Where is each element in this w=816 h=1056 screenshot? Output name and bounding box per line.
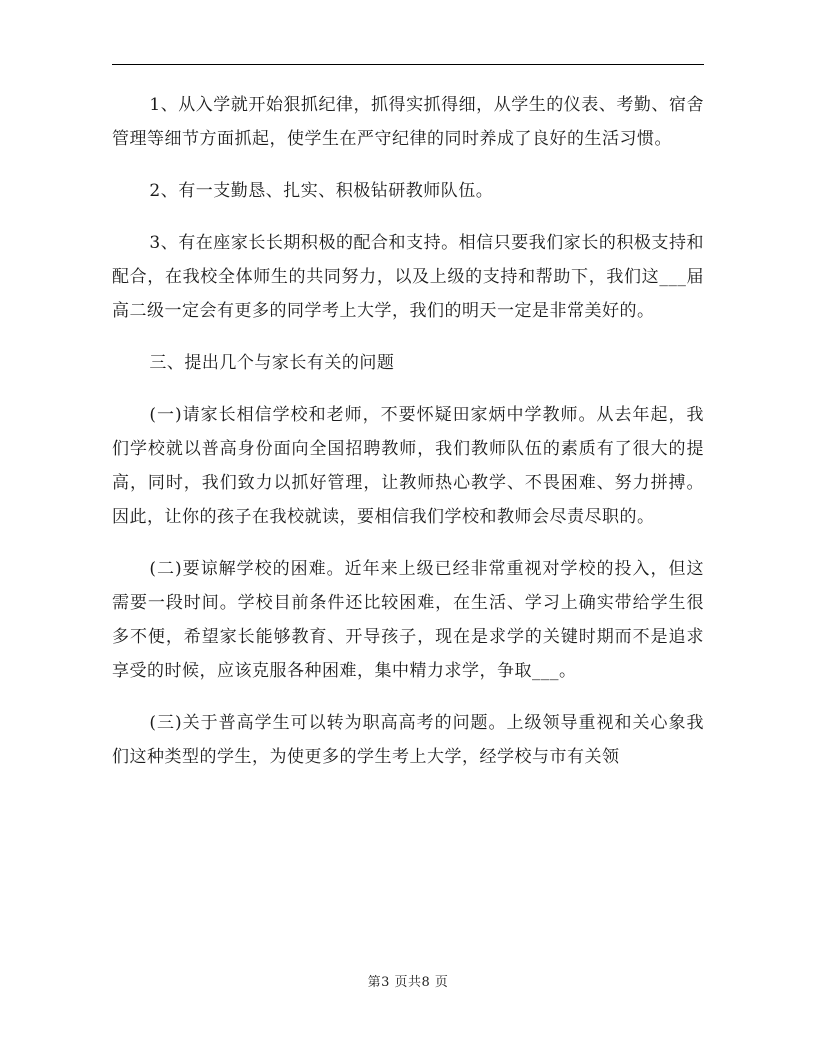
page-number-footer: 第3 页共8 页 [367, 975, 449, 990]
paragraph-1: 1、从入学就开始狠抓纪律，抓得实抓得细，从学生的仪表、考勤、宿舍管理等细节方面抓起，使学生在严守纪律的同时养成了良好的生活习惯。 [112, 95, 704, 149]
paragraph-issue-1: (一)请家长相信学校和老师，不要怀疑田家炳中学教师。从去年起，我们学校就以普高身份面向全国招聘教师，我们教师队伍的素质有了很大的提高，同时，我们致力以抓好管理，让教师热心教学、不畏困难、努力拼搏。因此，让你的孩子在我校就读，要相信我们学校和教师会尽责尽职的。 [112, 405, 704, 527]
section-heading: 三、提出几个与家长有关的问题 [149, 353, 395, 373]
paragraph-issue-3: (三)关于普高学生可以转为职高高考的问题。上级领导重视和关心象我们这种类型的学生，为使更多的学生考上大学，经学校与市有关领 [112, 713, 704, 767]
paragraph-issue-2: (二)要谅解学校的困难。近年来上级已经非常重视对学校的投入，但这需要一段时间。学校目前条件还比较困难，在生活、学习上确实带给学生很多不便，希望家长能够教育、开导孩子，现在是求学的关键时期而不是追求享受的时候，应该克服各种困难，集中精力求学，争取___。 [112, 559, 704, 681]
paragraph-3: 3、有在座家长长期积极的配合和支持。相信只要我们家长的积极支持和配合，在我校全体师生的共同努力，以及上级的支持和帮助下，我们这___届高二级一定会有更多的同学考上大学，我们的明天一定是非常美好的。 [112, 233, 704, 321]
header-rule [112, 64, 704, 65]
paragraph-2: 2、有一支勤恳、扎实、积极钻研教师队伍。 [149, 181, 494, 201]
document-body [112, 88, 704, 792]
